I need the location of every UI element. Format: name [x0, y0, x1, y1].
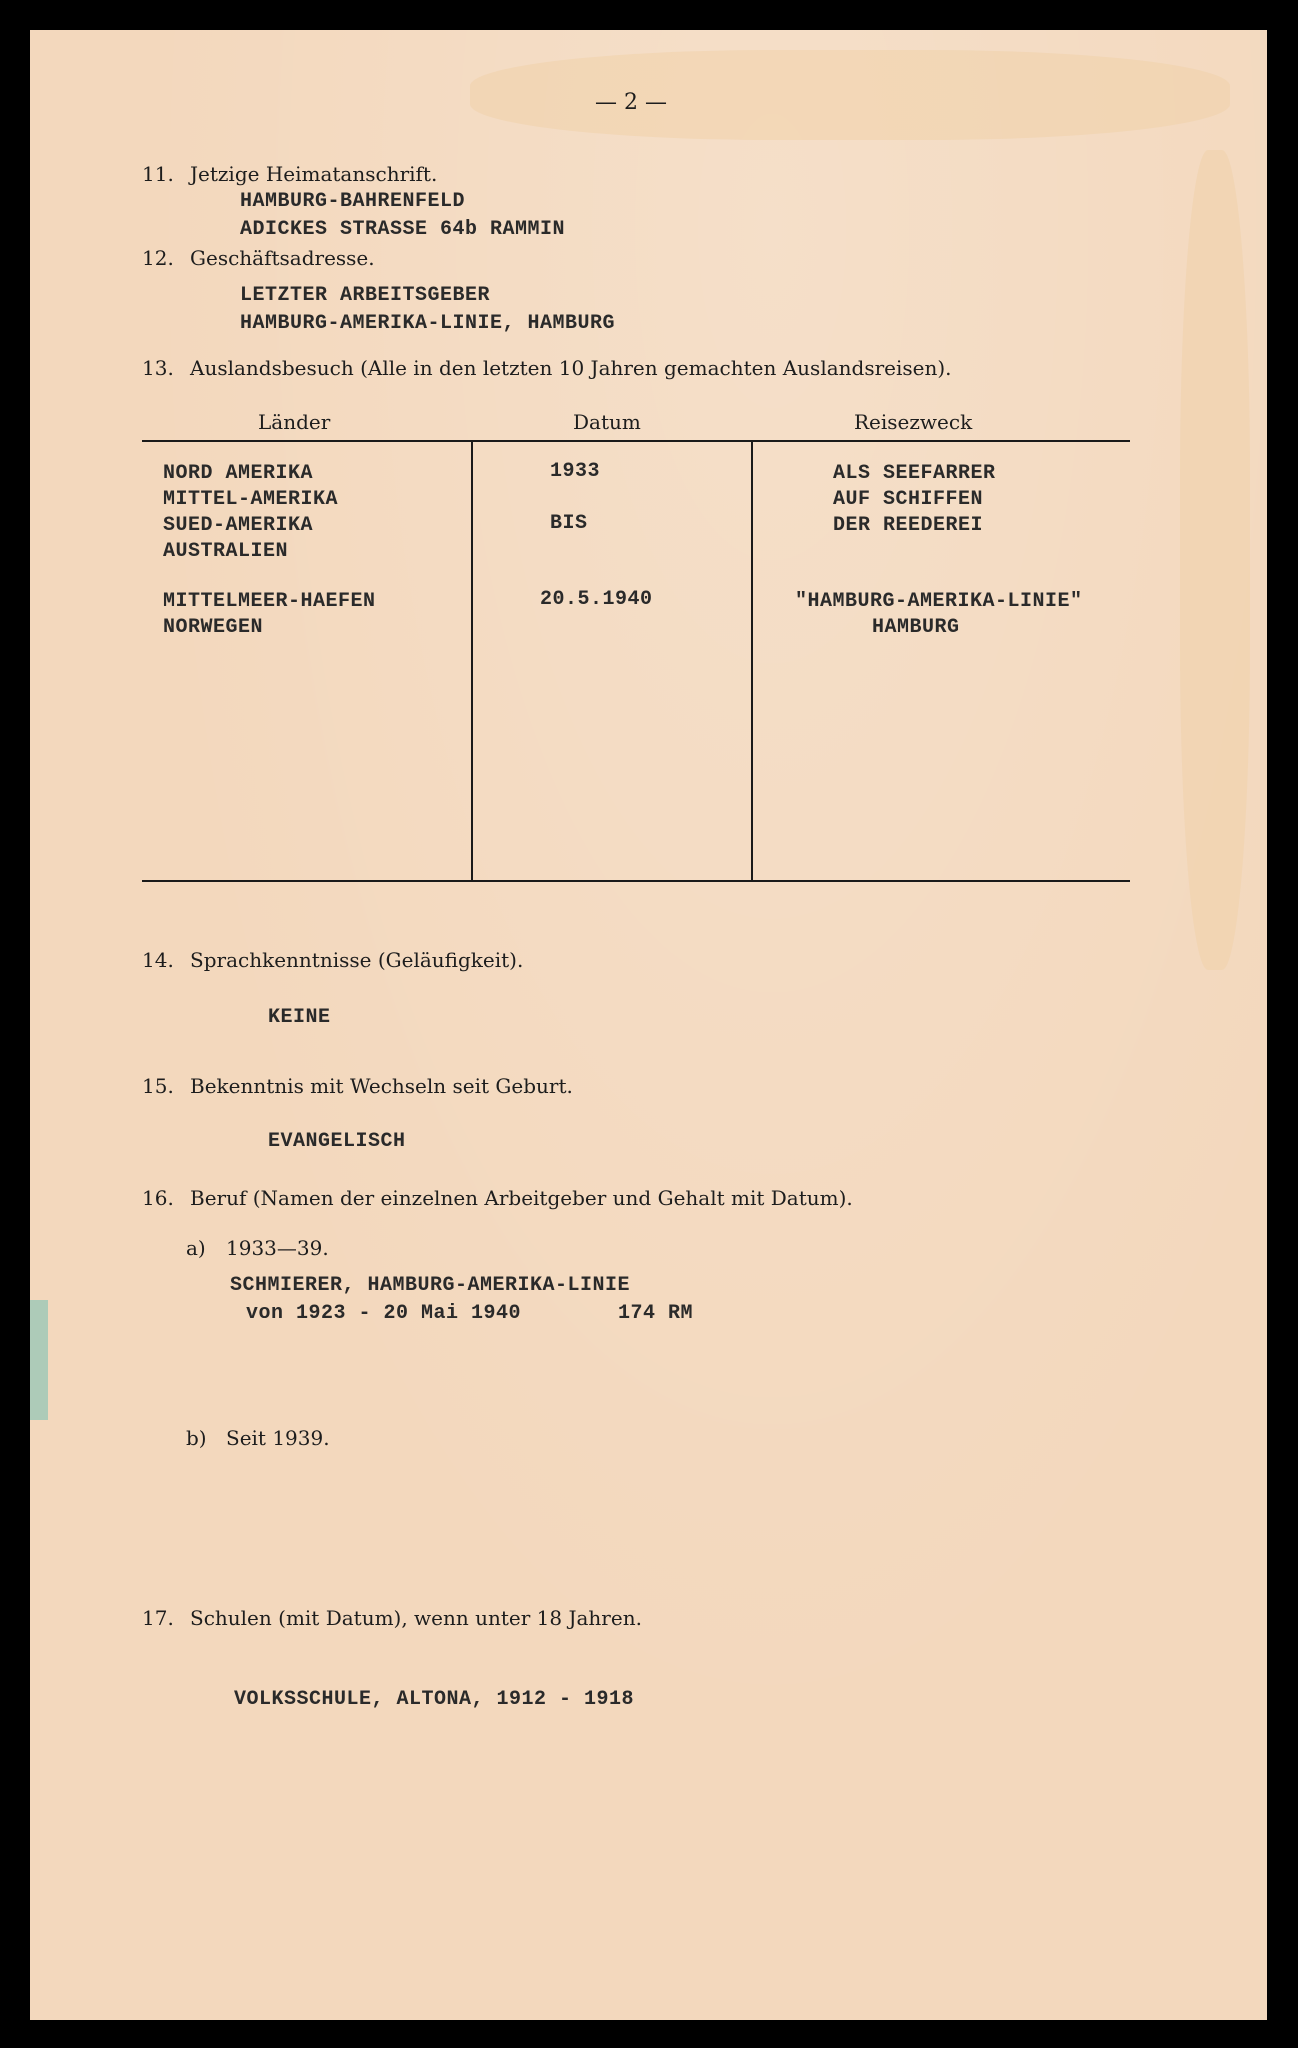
- section-17-label: 17. Schulen (mit Datum), wenn unter 18 Jahren.: [142, 1606, 642, 1630]
- table-header-date: Datum: [573, 410, 641, 434]
- date-cell: 20.5.1940: [540, 588, 653, 611]
- languages-value: KEINE: [268, 1006, 331, 1029]
- purpose-cell: ALS SEEFARRER: [833, 462, 996, 485]
- document-page: [30, 30, 1267, 2020]
- schools-value: VOLKSSCHULE, ALTONA, 1912 - 1918: [234, 1688, 635, 1711]
- section-16b-label: b) Seit 1939.: [186, 1426, 330, 1450]
- home-address-line-2: ADICKES STRASSE 64b RAMMIN: [240, 218, 566, 241]
- table-divider-2: [751, 442, 753, 880]
- purpose-cell: "HAMBURG-AMERIKA-LINIE": [795, 590, 1083, 613]
- section-13-label: 13. Auslandsbesuch (Alle in den letzten 10 Jahren gemachten Auslandsreisen).: [142, 356, 952, 380]
- table-header-purpose: Reisezweck: [854, 410, 973, 434]
- occupation-line-2: von 1923 - 20 Mai 1940: [246, 1302, 522, 1325]
- paper-stain: [1180, 150, 1250, 970]
- section-16a-label: a) 1933—39.: [186, 1236, 329, 1260]
- country-cell: NORD AMERIKA: [163, 462, 314, 485]
- table-bottom-rule: [142, 880, 1130, 882]
- table-top-rule: [142, 440, 1130, 442]
- date-cell: BIS: [550, 512, 588, 535]
- country-cell: MITTEL-AMERIKA: [163, 488, 339, 511]
- section-16-label: 16. Beruf (Namen der einzelnen Arbeitgeber und Gehalt mit Datum).: [142, 1186, 853, 1210]
- purpose-cell: AUF SCHIFFEN: [833, 488, 984, 511]
- country-cell: SUED-AMERIKA: [163, 514, 314, 537]
- edge-discoloration: [30, 1300, 48, 1420]
- purpose-cell: DER REEDEREI: [833, 514, 984, 537]
- country-cell: AUSTRALIEN: [163, 540, 289, 563]
- table-divider-1: [471, 442, 473, 880]
- religion-value: EVANGELISCH: [268, 1130, 406, 1153]
- section-12-label: 12. Geschäftsadresse.: [142, 246, 375, 270]
- date-cell: 1933: [550, 460, 601, 483]
- section-15-label: 15. Bekenntnis mit Wechseln seit Geburt.: [142, 1074, 573, 1098]
- business-address-line-1: LETZTER ARBEITSGEBER: [240, 284, 491, 307]
- salary-value: 174 RM: [618, 1302, 694, 1325]
- occupation-line-1: SCHMIERER, HAMBURG-AMERIKA-LINIE: [230, 1274, 631, 1297]
- section-11-label: 11. Jetzige Heimatanschrift.: [142, 162, 438, 186]
- country-cell: MITTELMEER-HAEFEN: [163, 590, 376, 613]
- purpose-cell: HAMBURG: [872, 616, 960, 639]
- business-address-line-2: HAMBURG-AMERIKA-LINIE, HAMBURG: [240, 312, 616, 335]
- page-number: — 2 —: [595, 90, 667, 115]
- home-address-line-1: HAMBURG-BAHRENFELD: [240, 190, 466, 213]
- paper-stain: [470, 50, 1230, 140]
- section-14-label: 14. Sprachkenntnisse (Geläufigkeit).: [142, 948, 524, 972]
- country-cell: NORWEGEN: [163, 616, 264, 639]
- table-header-countries: Länder: [258, 410, 331, 434]
